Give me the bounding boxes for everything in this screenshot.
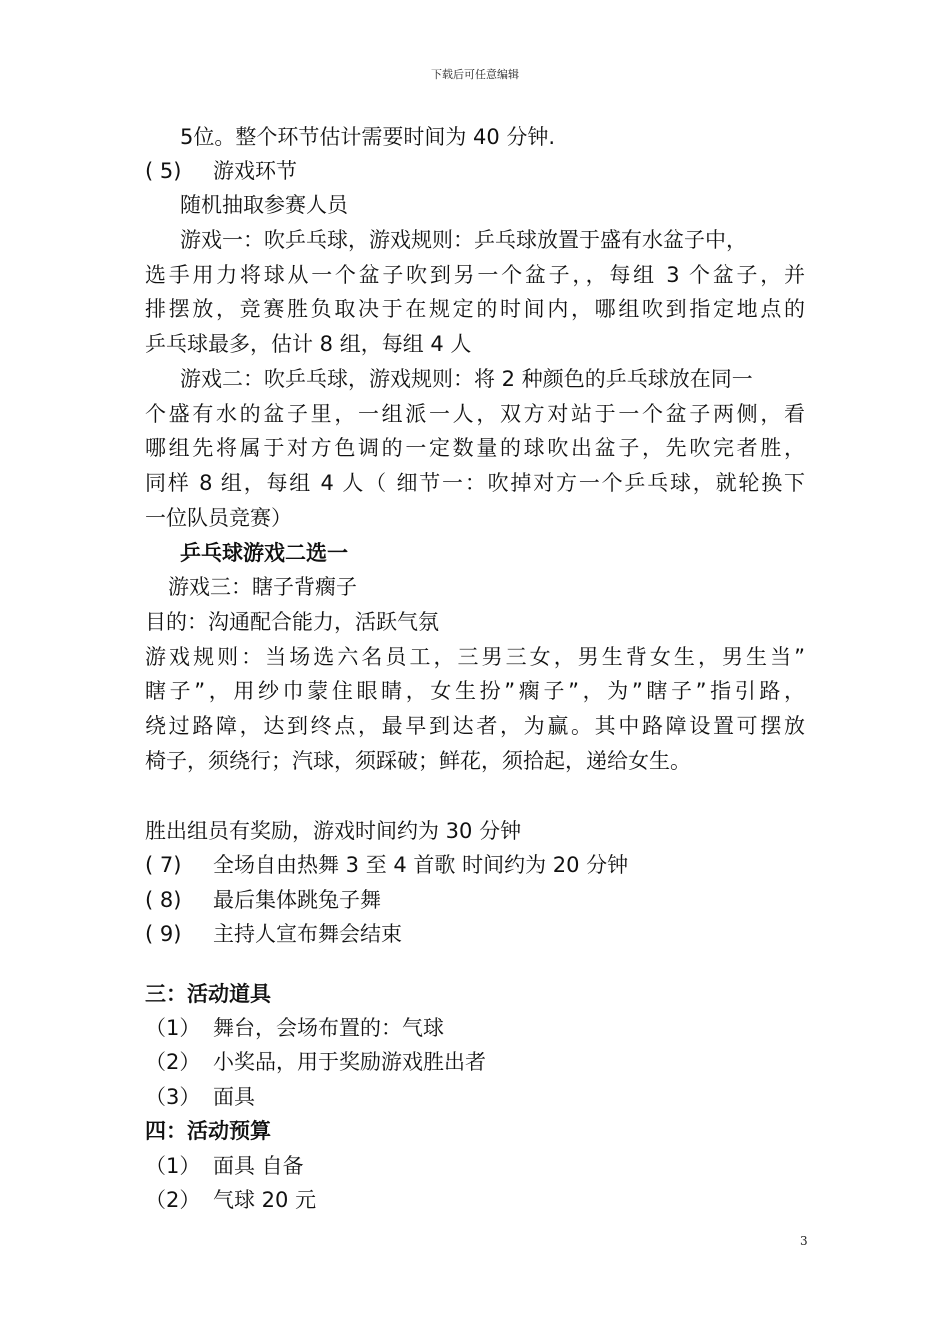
paragraph-line: 随机抽取参赛人员 [180,193,348,217]
list-item-props-2 [145,1047,486,1077]
list-text: 主持人宣布舞会结束 [213,922,402,946]
paragraph-line: 椅子，须绕行；汽球，须踩破；鲜花，须拾起，递给女生。 [145,749,691,773]
list-item-7 [145,850,628,880]
list-item-5 [145,156,297,186]
section-heading: 四：活动预算 [145,1119,271,1143]
page-number: 3 [800,1234,808,1248]
list-item-props-1 [145,1013,444,1043]
paragraph-line: 排摆放，竞赛胜负取决于在规定的时间内，哪组吹到指定地点的 [145,297,805,321]
list-item-9 [145,919,402,949]
paragraph-line: 游戏二：吹乒乓球，游戏规则：将 2 种颜色的乒乓球放在同一 [180,367,753,391]
list-text: 面具 [213,1085,255,1109]
paragraph-line: 个盛有水的盆子里，一组派一人，双方对站于一个盆子两侧，看 [145,402,805,426]
list-number: （2） [145,1050,201,1074]
list-number: （2） [145,1188,201,1212]
list-text: 最后集体跳兔子舞 [213,888,381,912]
list-item-8 [145,885,381,915]
paragraph-line: 瞎子”，用纱巾蒙住眼睛，女生扮”瘸子”，为”瞎子”指引路， [145,679,805,703]
paragraph-line: 游戏一：吹乒乓球，游戏规则：乒乓球放置于盛有水盆子中， [180,228,747,252]
section-heading: 三：活动道具 [145,982,271,1006]
section-note: 乒乓球游戏二选一 [180,541,348,565]
list-text: 小奖品，用于奖励游戏胜出者 [213,1050,486,1074]
paragraph-line: 乒乓球最多，估计 8 组，每组 4 人 [145,332,472,356]
list-number: ( 9) [145,922,182,946]
paragraph-line: 游戏规则：当场选六名员工，三男三女，男生背女生，男生当” [145,645,805,669]
list-item-budget-1 [145,1151,304,1181]
list-number: ( 5) [145,159,182,183]
list-item-props-3 [145,1082,255,1112]
list-item-budget-2 [145,1185,316,1215]
list-text: 游戏环节 [213,159,297,183]
list-text: 舞台，会场布置的：气球 [213,1016,444,1040]
paragraph-line: 游戏三：瞎子背瘸子 [168,575,357,599]
list-number: ( 7) [145,853,182,877]
list-number: （1） [145,1016,201,1040]
paragraph-line: 选手用力将球从一个盆子吹到另一个盆子，，每组 3 个盆子，并 [145,263,805,287]
paragraph-line: 绕过路障，达到终点，最早到达者，为赢。其中路障设置可摆放 [145,714,805,738]
list-text: 全场自由热舞 3 至 4 首歌 时间约为 20 分钟 [213,853,629,877]
list-number: （3） [145,1085,201,1109]
list-number: ( 8) [145,888,182,912]
paragraph-line: 目的：沟通配合能力，活跃气氛 [145,610,439,634]
paragraph-line: 哪组先将属于对方色调的一定数量的球吹出盆子，先吹完者胜， [145,436,805,460]
paragraph-line: 同样 8 组，每组 4 人（ 细节一：吹掉对方一个乒乓球，就轮换下 [145,471,805,495]
list-text: 气球 20 元 [213,1188,317,1212]
paragraph-line: 一位队员竞赛） [145,506,292,530]
page-header: 下载后可任意编辑 [431,68,519,81]
list-text: 面具 自备 [213,1154,304,1178]
list-number: （1） [145,1154,201,1178]
paragraph-line: 胜出组员有奖励，游戏时间约为 30 分钟 [145,819,522,843]
paragraph-line: 5位。整个环节估计需要时间为 40 分钟. [180,125,556,149]
